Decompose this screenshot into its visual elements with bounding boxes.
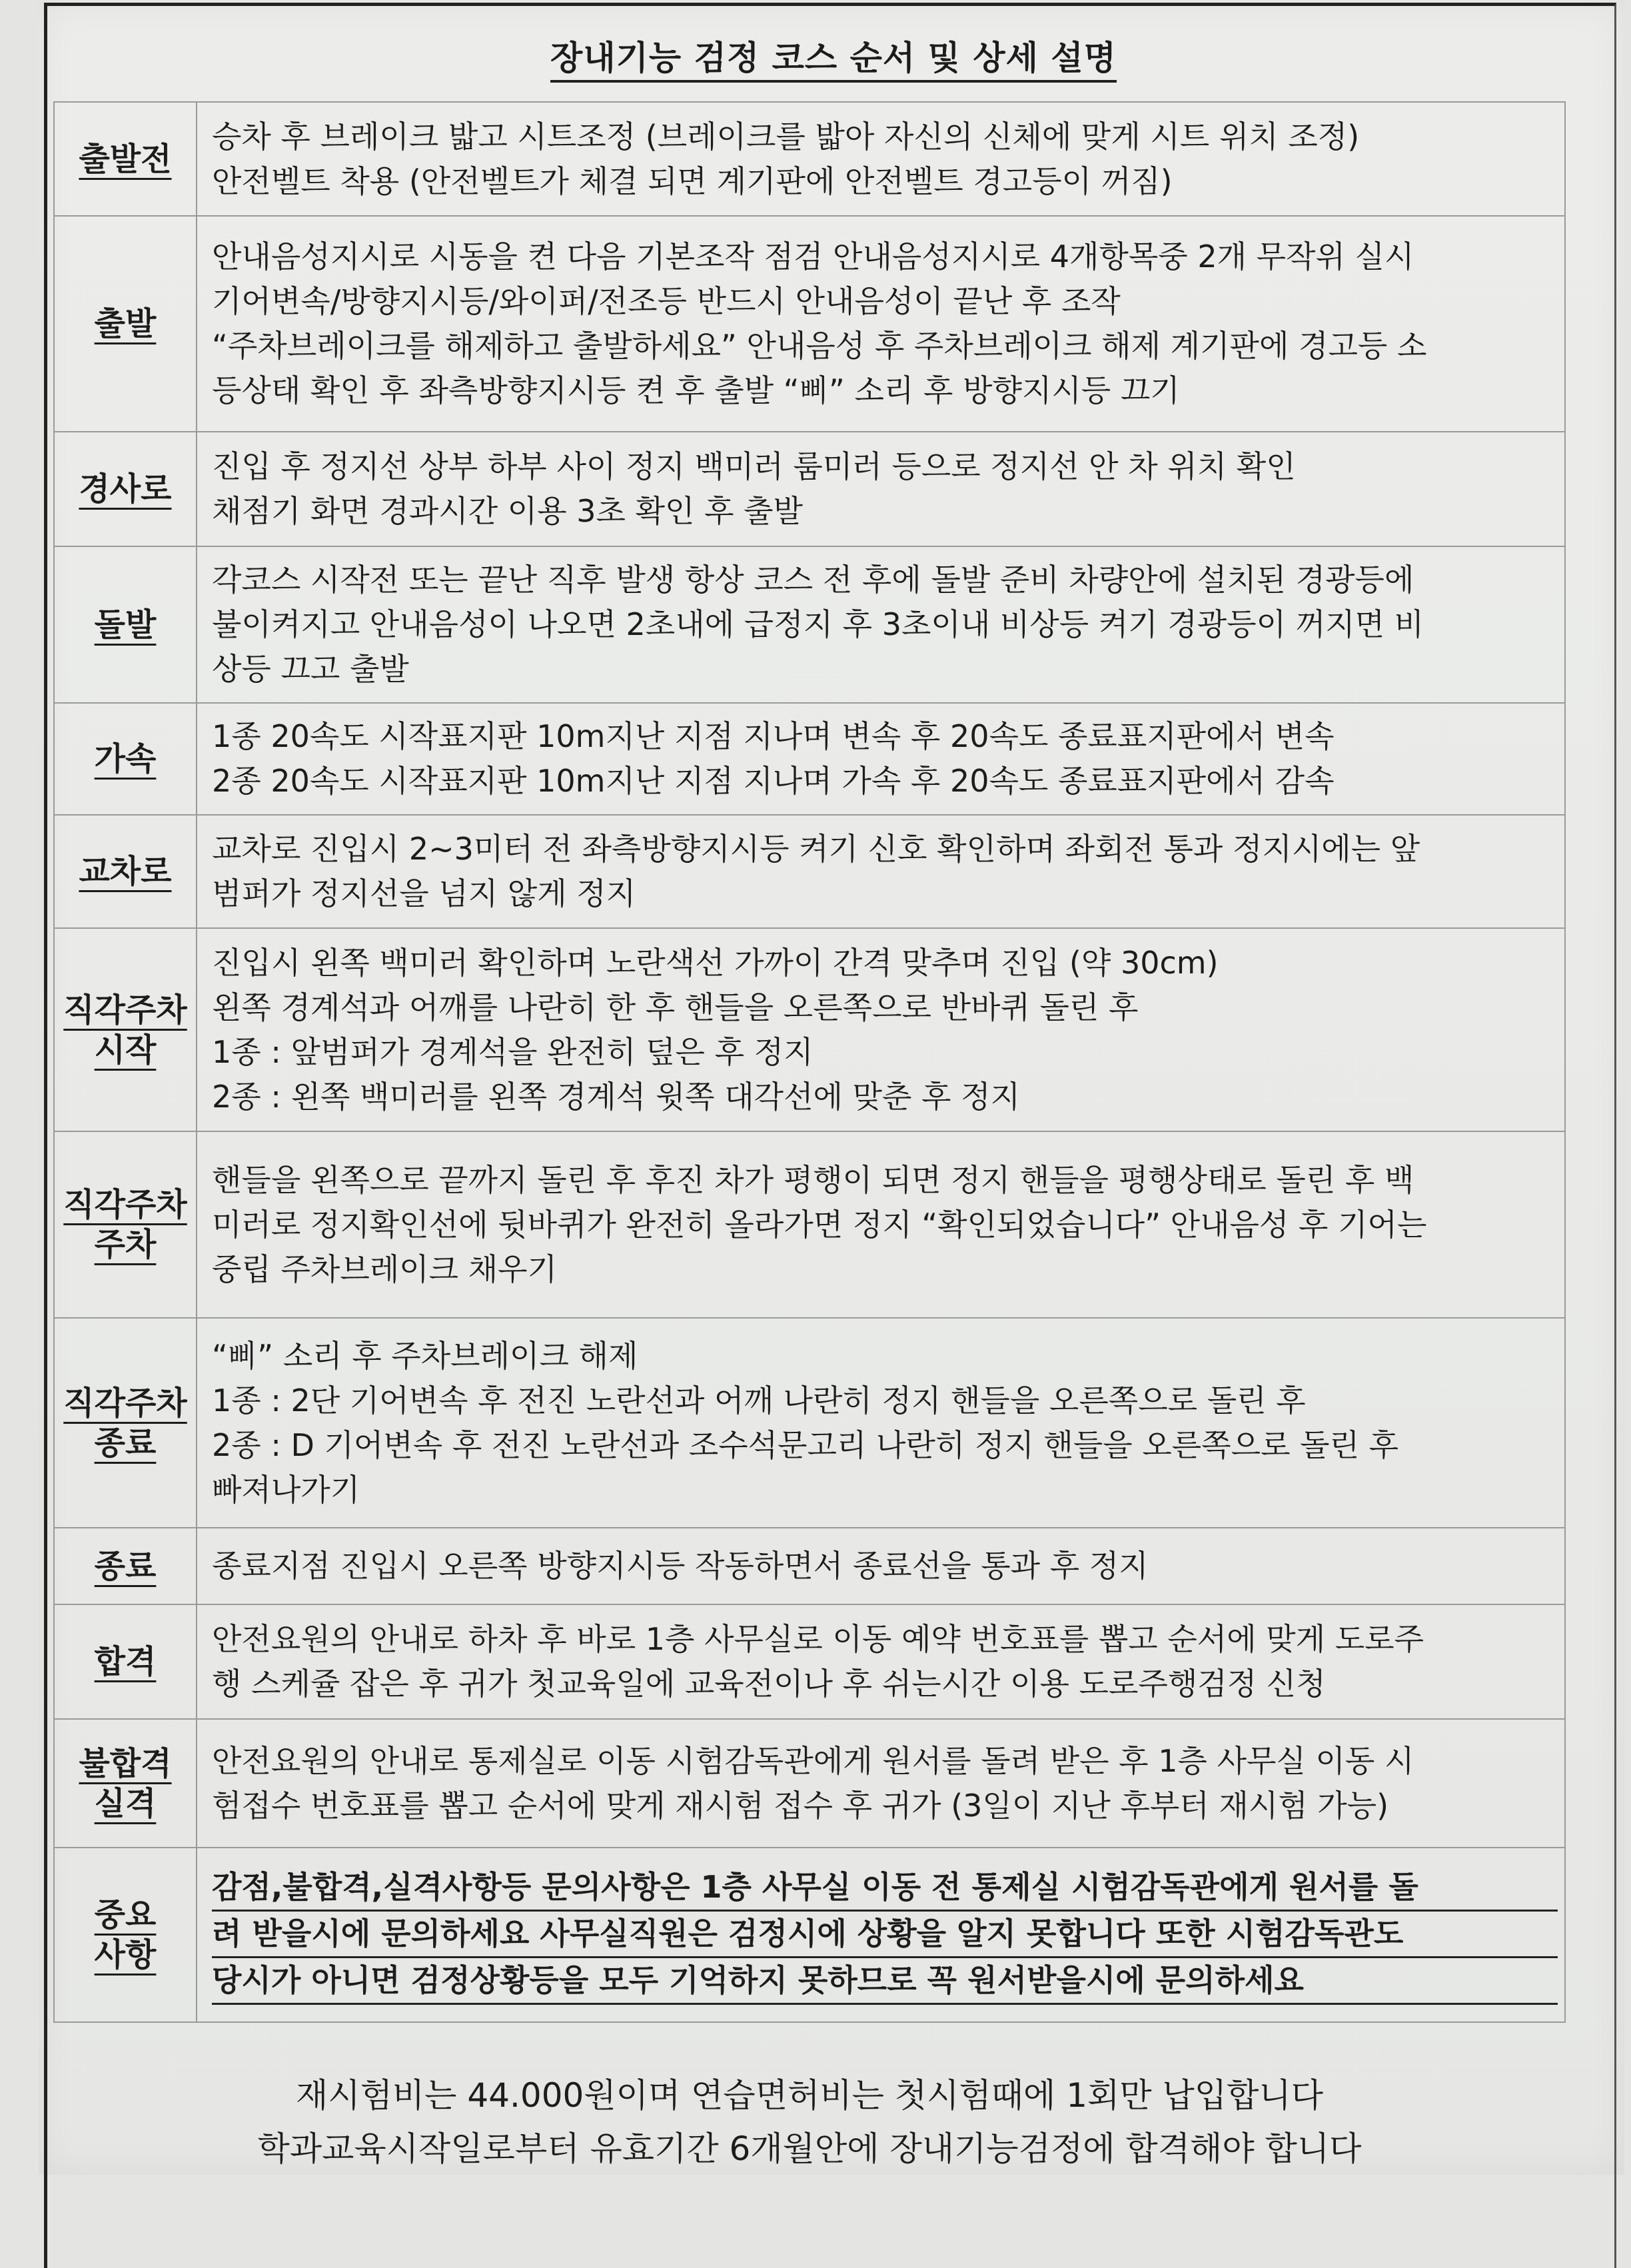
important-description <box>197 1848 1565 2022</box>
important-line: 당시가 아니면 검정상황등을 모두 기억하지 못하므로 꼭 원서받을시에 문의하세요 <box>212 1958 1558 2005</box>
row-description: 진입시 왼쪽 백미러 확인하며 노란색선 가까이 간격 맞추며 진입 (약 30cm) 왼쪽 경계석과 어깨를 나란히 한 후 핸들을 오른쪽으로 반바퀴 돌린 후 1종 : 앞범퍼가 경계석을 완전히 덮은 후 정지 2종 : 왼쪽 백미러를 왼쪽 경계석 윗쪽 대각선에 맞춘 후 정지 <box>197 928 1565 1131</box>
important-line: 려 받을시에 문의하세요 사무실직원은 검정시에 상황을 알지 못합니다 또한 시험감독관도 <box>212 1912 1558 1958</box>
table-row <box>54 815 1565 928</box>
footer-line-fee: 재시험비는 44.000원이며 연습면허비는 첫시험때에 1회만 납입합니다 <box>295 2076 1324 2115</box>
row-label-cell <box>54 703 197 815</box>
row-description: 교차로 진입시 2~3미터 전 좌측방향지시등 켜기 신호 확인하며 좌회전 통과 정지시에는 앞 범퍼가 정지선을 넘지 않게 정지 <box>197 815 1565 928</box>
row-label: 가속 <box>94 740 157 778</box>
row-description: 종료지점 진입시 오른쪽 방향지시등 작동하면서 종료선을 통과 후 정지 <box>197 1528 1565 1604</box>
table-row <box>54 546 1565 703</box>
table-row-important <box>54 1848 1565 2022</box>
row-label-cell <box>54 432 197 546</box>
table-row <box>54 102 1565 216</box>
row-label-cell <box>54 1604 197 1719</box>
table-row <box>54 1318 1565 1528</box>
footer-notes <box>53 2069 1566 2175</box>
row-description: 진입 후 정지선 상부 하부 사이 정지 백미러 룸미러 등으로 정지선 안 차 위치 확인 채점기 화면 경과시간 이용 3초 확인 후 출발 <box>197 432 1565 546</box>
row-label: 돌발 <box>94 606 157 644</box>
row-label: 경사로 <box>79 470 172 508</box>
important-label: 중요 사항 <box>94 1896 157 1974</box>
row-description: 안전요원의 안내로 하차 후 바로 1층 사무실로 이동 예약 번호표를 뽑고 순서에 맞게 도로주 행 스케쥴 잡은 후 귀가 첫교육일에 교육전이나 후 쉬는시간 이용 도로주행검정 신청 <box>197 1604 1565 1719</box>
document-title-text: 장내기능 검정 코스 순서 및 상세 설명 <box>550 39 1117 83</box>
table-row <box>54 432 1565 546</box>
row-label-cell <box>54 928 197 1131</box>
row-label-cell <box>54 1719 197 1848</box>
row-label: 직각주차 종료 <box>63 1384 187 1462</box>
row-description: 각코스 시작전 또는 끝난 직후 발생 항상 코스 전 후에 돌발 준비 차량안에 설치된 경광등에 불이켜지고 안내음성이 나오면 2초내에 급정지 후 3초이내 비상등 켜기 경광등이 꺼지면 비 상등 끄고 출발 <box>197 546 1565 703</box>
row-label-cell <box>54 1131 197 1318</box>
row-description: 1종 20속도 시작표지판 10m지난 지점 지나며 변속 후 20속도 종료표지판에서 변속 2종 20속도 시작표지판 10m지난 지점 지나며 가속 후 20속도 종료표지판에서 감속 <box>197 703 1565 815</box>
table-row <box>54 1719 1565 1848</box>
course-table <box>53 101 1566 2023</box>
row-label: 종료 <box>94 1547 157 1585</box>
row-description: 승차 후 브레이크 밟고 시트조정 (브레이크를 밟아 자신의 신체에 맞게 시트 위치 조정) 안전벨트 착용 (안전벨트가 체결 되면 계기판에 안전벨트 경고등이 꺼짐) <box>197 102 1565 216</box>
document-title <box>47 31 1620 79</box>
table-row <box>54 928 1565 1131</box>
row-label: 출발 <box>94 305 157 342</box>
row-label-cell <box>54 1318 197 1528</box>
table-row <box>54 1604 1565 1719</box>
important-label-cell <box>54 1848 197 2022</box>
row-description: 안내음성지시로 시동을 켠 다음 기본조작 점검 안내음성지시로 4개항목중 2개 무작위 실시 기어변속/방향지시등/와이퍼/전조등 반드시 안내음성이 끝난 후 조작 “주차브레이크를 해제하고 출발하세요” 안내음성 후 주차브레이크 해제 계기판에 경고등 소 등상태 확인 후 좌측방향지시등 켠 후 출발 “삐” 소리 후 방향지시등 끄기 <box>197 216 1565 432</box>
row-description: 안전요원의 안내로 통제실로 이동 시험감독관에게 원서를 돌려 받은 후 1층 사무실 이동 시 험접수 번호표를 뽑고 순서에 맞게 재시험 접수 후 귀가 (3일이 지난 후부터 재시험 가능) <box>197 1719 1565 1848</box>
row-label: 불합격 실격 <box>79 1744 172 1822</box>
row-label-cell <box>54 216 197 432</box>
row-description: “삐” 소리 후 주차브레이크 해제 1종 : 2단 기어변속 후 전진 노란선과 어깨 나란히 정지 핸들을 오른쪽으로 돌린 후 2종 : D 기어변속 후 전진 노란선과 조수석문고리 나란히 정지 핸들을 오른쪽으로 돌린 후 빠져나가기 <box>197 1318 1565 1528</box>
important-line: 감점,불합격,실격사항등 문의사항은 1층 사무실 이동 전 통제실 시험감독관에게 원서를 돌 <box>212 1865 1558 1912</box>
row-label: 출발전 <box>79 140 172 178</box>
table-row <box>54 703 1565 815</box>
table-row <box>54 216 1565 432</box>
row-label-cell <box>54 102 197 216</box>
footer-line-validity: 학과교육시작일로부터 유효기간 6개월안에 장내기능검정에 합격해야 합니다 <box>257 2129 1362 2168</box>
row-label: 직각주차 시작 <box>63 991 187 1069</box>
row-label-cell <box>54 1528 197 1604</box>
row-label-cell <box>54 815 197 928</box>
table-row <box>54 1528 1565 1604</box>
row-description: 핸들을 왼쪽으로 끝까지 돌린 후 후진 차가 평행이 되면 정지 핸들을 평행상태로 돌린 후 백 미러로 정지확인선에 뒷바퀴가 완전히 올라가면 정지 “확인되었습니다” 안내음성 후 기어는 중립 주차브레이크 채우기 <box>197 1131 1565 1318</box>
row-label: 합격 <box>94 1643 157 1680</box>
table-row <box>54 1131 1565 1318</box>
row-label-cell <box>54 546 197 703</box>
row-label: 직각주차 주차 <box>63 1186 187 1263</box>
row-label: 교차로 <box>79 853 172 890</box>
